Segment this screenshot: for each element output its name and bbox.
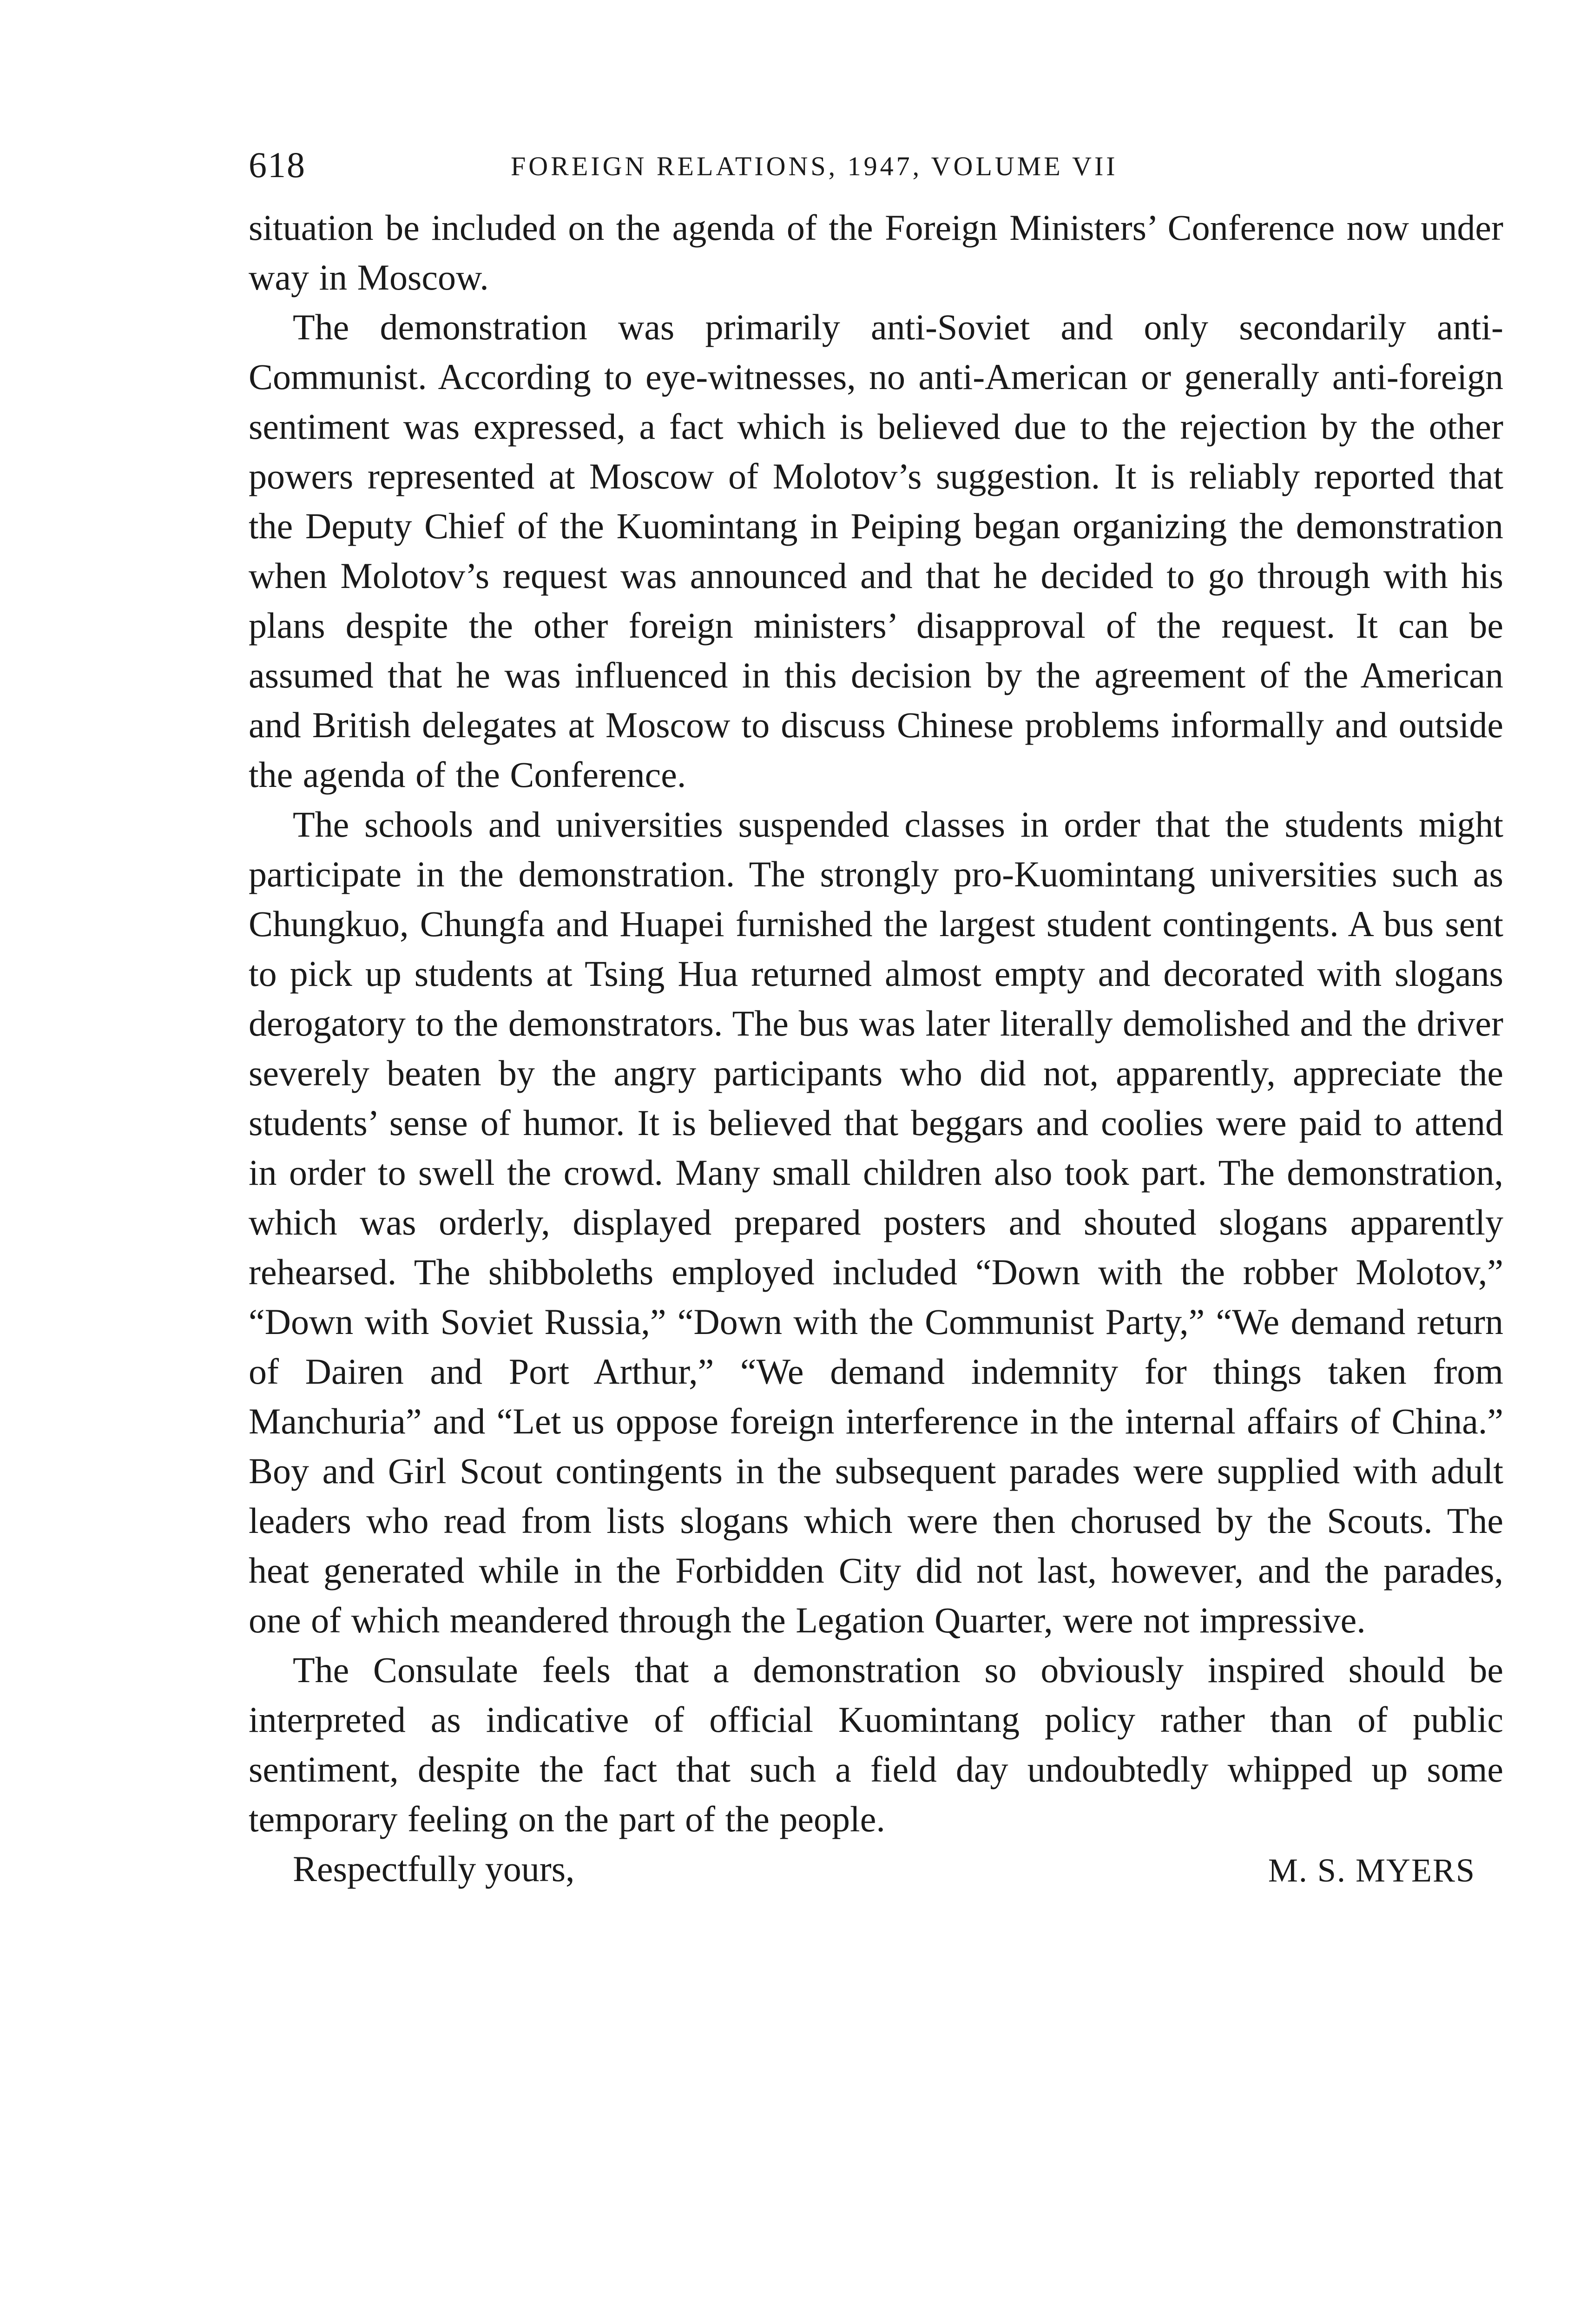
running-head [249, 135, 1503, 191]
paragraph-continued: situation be included on the agenda of the Foreign Ministers’ Conference now under way in Moscow. [249, 207, 1503, 297]
body-text [249, 203, 1503, 1844]
page-number: 618 [249, 145, 306, 185]
paragraph-demonstration: The demonstration was primarily anti-Soviet and only secondarily anti-Communist. According to eye-witnesses, no anti-American or generally anti-foreign sentiment was expressed, a fact which is believed due to the rejection by the other powers represented at Moscow of Molotov’s suggestion. It is reliably reported that the Deputy Chief of the Kuomintang in Peiping began organizing the demonstration when Molotov’s request was announced and that he decided to go through with his plans despite the other foreign ministers’ disapproval of the request. It can be assumed that he was influenced in this decision by the agreement of the American and British delegates at Moscow to discuss Chinese problems informally and outside the agenda of the Conference. [249, 307, 1503, 795]
complimentary-close: Respectfully yours, [293, 1849, 575, 1889]
paragraph-schools: The schools and universities suspended classes in order that the students might participate in the demonstration. The strongly pro-Kuomintang universities such as Chungkuo, Chungfa and Huapei furnished the largest student contingents. A bus sent to pick up students at Tsing Hua returned almost empty and decorated with slogans derogatory to the demonstrators. The bus was later literally demolished and the driver severely beaten by the angry participants who did not, apparently, appreciate the students’ sense of humor. It is believed that beggars and coolies were paid to attend in order to swell the crowd. Many small children also took part. The demonstration, which was orderly, displayed prepared posters and shouted slogans apparently rehearsed. The shibboleths employed included “Down with the robber Molotov,” “Down with Soviet Russia,” “Down with the Communist Party,” “We demand return of Dairen and Port Arthur,” “We demand indemnity for things taken from Manchuria” and “Let us oppose foreign interference in the internal affairs of China.” Boy and Girl Scout contingents in the subsequent parades were supplied with adult leaders who read from lists slogans which were then chorused by the Scouts. The heat generated while in the Forbidden City did not last, however, and the parades, one of which meandered through the Legation Quarter, were not impressive. [249, 804, 1503, 1640]
paragraph-consulate: The Consulate feels that a demonstration so obviously inspired should be interpreted as indicative of official Kuomintang policy rather than of public sentiment, despite the fact that such a field day undoubtedly whipped up some temporary feeling on the part of the people. [249, 1650, 1503, 1839]
document-page [249, 135, 1503, 1895]
closing [249, 1844, 1503, 1895]
signature: M. S. MYERS [1268, 1852, 1475, 1889]
running-title: FOREIGN RELATIONS, 1947, VOLUME VII [511, 151, 1118, 181]
